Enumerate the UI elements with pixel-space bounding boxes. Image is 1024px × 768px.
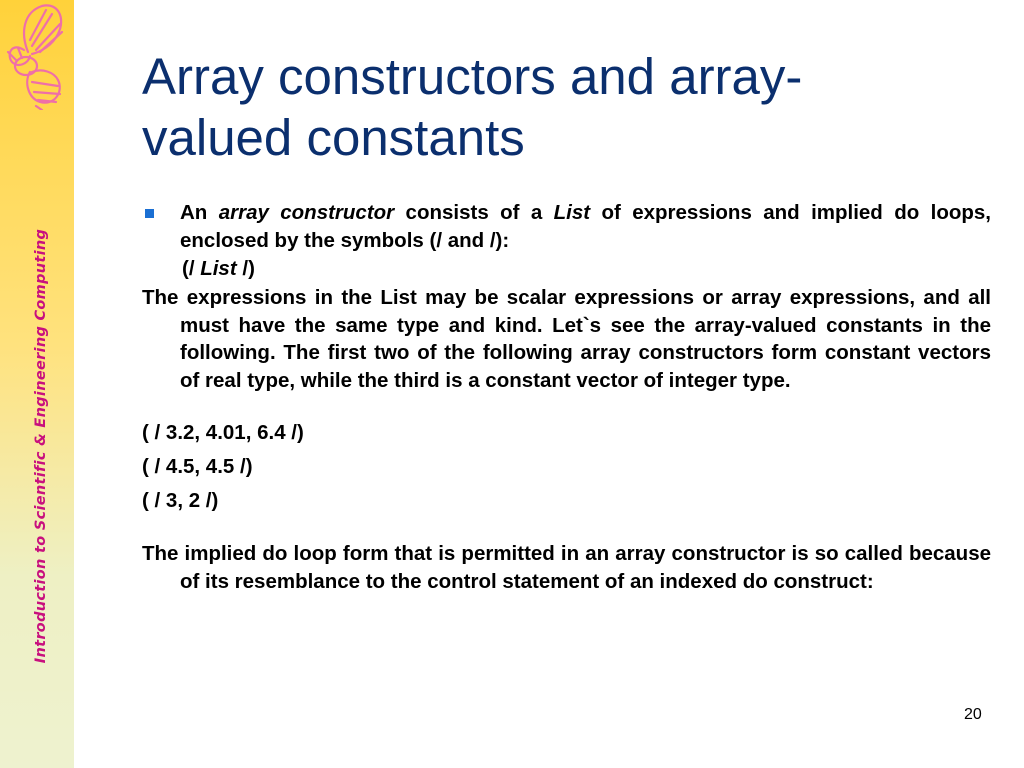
sidebar-course-title: Introduction to Scientific & Engineering Computing <box>33 228 49 664</box>
example-line: ( / 4.5, 4.5 /) <box>142 455 253 478</box>
syntax-line <box>142 254 991 284</box>
page-number: 20 <box>964 706 982 723</box>
example-line: ( / 3.2, 4.01, 6.4 /) <box>142 421 304 444</box>
bullet-text-3: of expressions and implied do loops, enclosed by the symbols (/ and /): <box>180 201 991 252</box>
slide-title-line-1: Array constructors and array- <box>142 48 803 105</box>
bee-icon <box>2 2 72 110</box>
bullet-item <box>142 199 991 254</box>
slide-title <box>142 46 1002 168</box>
sidebar <box>0 0 74 768</box>
paragraph-implied-do: The implied do loop form that is permitted in an array constructor is so called because of its resemblance to the control statement of an indexed do construct: <box>142 542 991 593</box>
bullet-emphasis-1: array constructor <box>218 201 395 224</box>
bullet-text-1: An <box>180 201 219 224</box>
paragraph-expressions: The expressions in the List may be scalar expressions or array expressions, and all must have the same type and kind. Let`s see the array-valued constants in the following. The first two of the following array constructors form constant vectors of real type, while the third is a constant vector of integer type. <box>142 286 991 392</box>
slide-body <box>142 199 991 595</box>
slide-title-line-2: valued constants <box>142 109 525 166</box>
bullet-emphasis-2: List <box>553 201 591 224</box>
syntax-list: List <box>200 257 237 280</box>
syntax-open: (/ <box>182 257 201 280</box>
square-bullet-icon <box>145 209 154 218</box>
bullet-text-2: consists of a <box>394 201 554 224</box>
example-line: ( / 3, 2 /) <box>142 489 219 512</box>
syntax-close: /) <box>236 257 255 280</box>
